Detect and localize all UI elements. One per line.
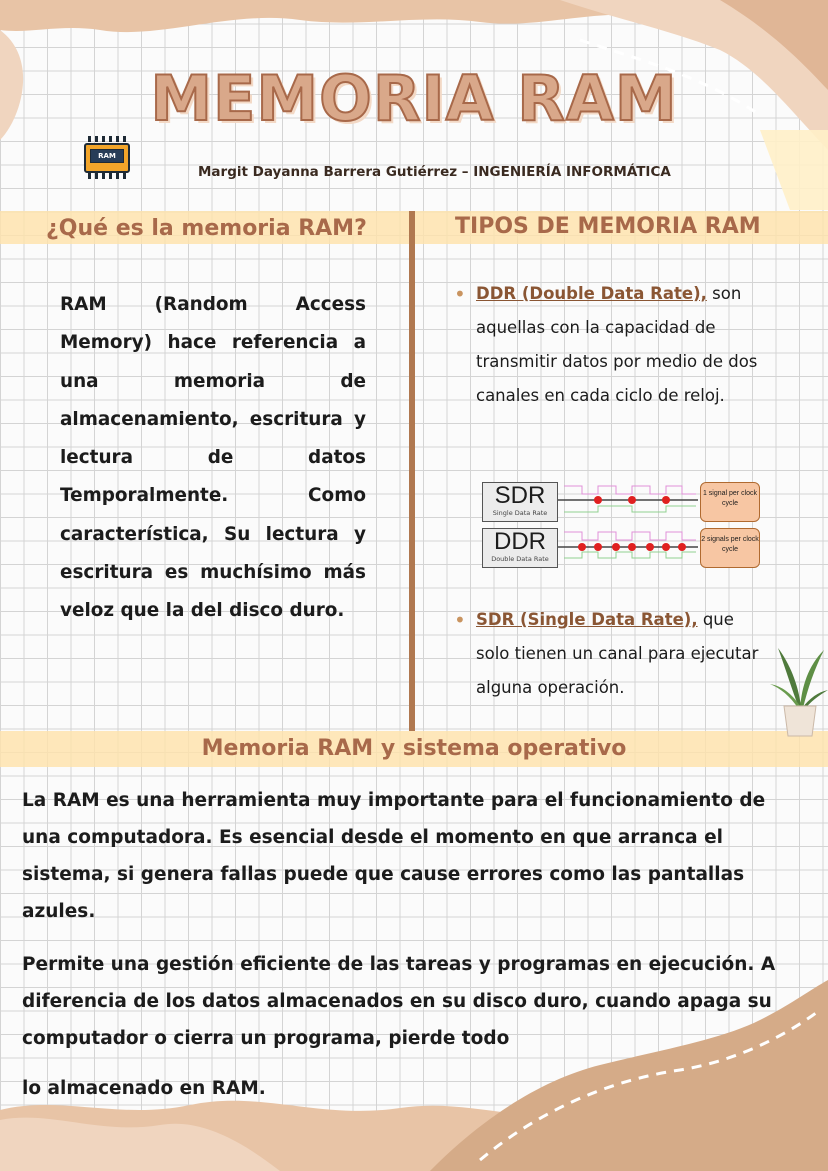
ddr-signal-dot — [594, 543, 602, 551]
sdr-signal-note: 1 signal per clock cycle — [700, 482, 760, 522]
ddr-box-subtitle: Double Data Rate — [491, 555, 549, 563]
sdr-box-subtitle: Single Data Rate — [492, 509, 548, 517]
sdr-term: SDR (Single Data Rate), — [476, 610, 698, 629]
sdr-box-title: SDR — [494, 482, 546, 509]
ddr-signal-dot — [662, 543, 670, 551]
bullet-dot-icon: • — [454, 282, 466, 306]
ddr-signal-note: 2 signals per clock cycle — [700, 528, 760, 568]
bullet-dot-icon: • — [454, 608, 466, 632]
right-light-strip — [760, 130, 828, 210]
sdr-bullet — [454, 603, 768, 705]
os-paragraph-2: Permite una gestión eficiente de las tareas y programas en ejecución. A diferencia de los datos almacenados en su disco duro, cuando apaga su computador o cierra un programa, pierde todo — [22, 954, 776, 1049]
ddr-data-wave — [564, 552, 696, 558]
os-paragraph-1: La RAM es una herramienta muy importante para el funcionamiento de una computadora. Es esencial desde el momento en que arranca el sistema, si genera fallas puede que cause errores como las pantallas azules. — [22, 790, 766, 922]
sdr-signal-dot — [662, 496, 670, 504]
clock-signal-lines — [558, 478, 708, 574]
ram-chip-icon — [80, 136, 136, 180]
ram-definition-text: RAM (Random Access Memory) hace referencia a una memoria de almacenamiento, escritura y lectura de datos Temporalmente. Como característica, Su lectura y escritura es muchísimo más veloz que la del disco duro. — [60, 294, 366, 622]
sdr-data-wave — [564, 506, 696, 512]
chip-pins-top — [88, 136, 128, 142]
os-paragraph-3: lo almacenado en RAM. — [22, 1078, 266, 1099]
potted-plant-icon — [770, 640, 828, 740]
sdr-box — [482, 482, 558, 522]
ddr-signal-dot — [612, 543, 620, 551]
ddr-term: DDR (Double Data Rate), — [476, 284, 707, 303]
ddr-signal-dot — [678, 543, 686, 551]
chip-label: RAM — [90, 149, 124, 163]
sdr-signal-dot — [594, 496, 602, 504]
ddr-box — [482, 528, 558, 568]
sdr-clock-wave — [564, 486, 696, 494]
ddr-clock-wave — [564, 532, 696, 540]
column-divider — [409, 211, 415, 731]
ddr-signal-dot — [628, 543, 636, 551]
ddr-description: son aquellas con la capacidad de transmitir datos por medio de dos canales en cada ciclo de reloj. — [476, 284, 758, 405]
ddr-signal-dot — [578, 543, 586, 551]
bottom-section-heading: Memoria RAM y sistema operativo — [201, 736, 627, 761]
chip-pins-bottom — [88, 173, 128, 179]
ddr-box-title: DDR — [494, 528, 546, 555]
page-title: MEMORIA RAM — [150, 62, 678, 135]
author-line: Margit Dayanna Barrera Gutiérrez – INGENIERÍA INFORMÁTICA — [198, 164, 671, 180]
sdr-signal-dot — [628, 496, 636, 504]
left-section-heading: ¿Qué es la memoria RAM? — [46, 216, 367, 241]
sdr-description: que solo tienen un canal para ejecutar alguna operación. — [476, 610, 759, 697]
ddr-signal-dot — [646, 543, 654, 551]
right-section-heading: TIPOS DE MEMORIA RAM — [455, 214, 761, 239]
ddr-bullet — [454, 277, 776, 413]
